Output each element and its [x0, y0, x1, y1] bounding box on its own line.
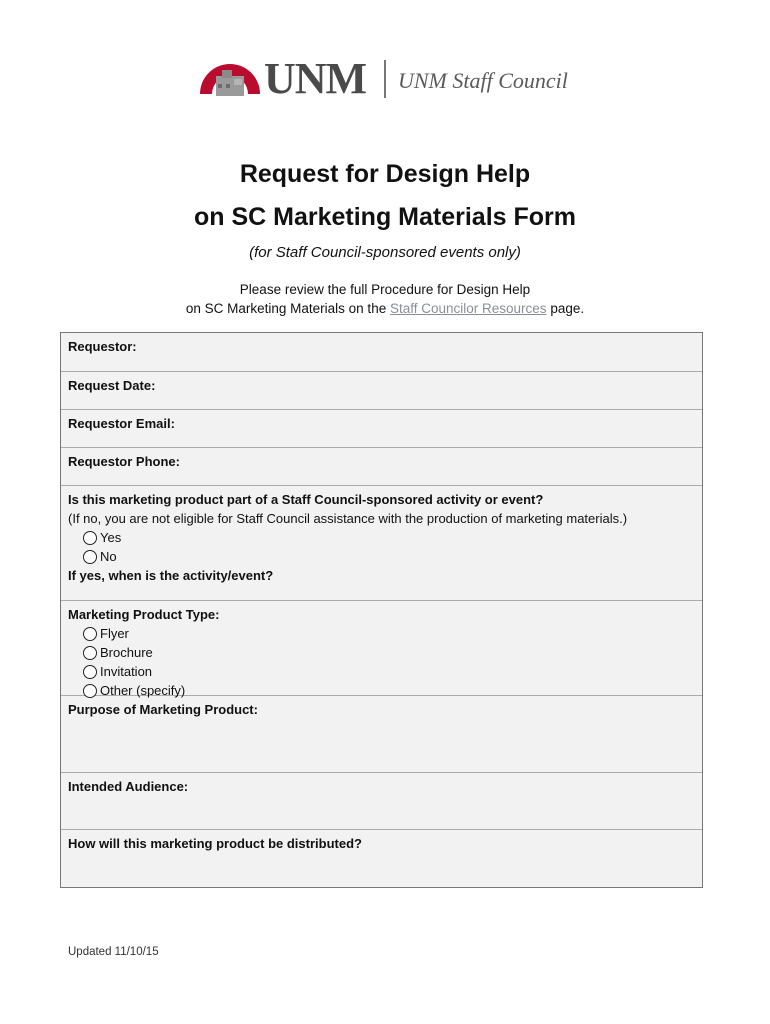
invitation-option[interactable]: [83, 662, 695, 681]
review-note-suffix: page.: [550, 301, 585, 316]
no-radio[interactable]: [83, 550, 97, 564]
flyer-radio[interactable]: [83, 627, 97, 641]
brochure-label: Brochure: [100, 645, 153, 660]
page-title-line2: on SC Marketing Materials Form: [193, 203, 577, 231]
product-type-section: [61, 601, 702, 696]
distribution-field[interactable]: [61, 830, 702, 887]
flyer-option[interactable]: [83, 624, 695, 643]
yes-option[interactable]: [83, 528, 695, 547]
sponsored-note: (If no, you are not eligible for Staff Council assistance with the production of marketing materials.): [68, 511, 628, 526]
other-radio[interactable]: [83, 684, 97, 698]
request-date-label: Request Date:: [68, 378, 156, 393]
brochure-radio[interactable]: [83, 646, 97, 660]
audience-label: Intended Audience:: [68, 779, 189, 794]
audience-field[interactable]: [61, 773, 702, 830]
invitation-radio[interactable]: [83, 665, 97, 679]
yes-radio[interactable]: [83, 531, 97, 545]
page-title-line1: Request for Design Help: [239, 160, 531, 188]
request-date-field[interactable]: [61, 372, 702, 410]
unm-wordmark: UNM: [264, 54, 367, 103]
yes-label: Yes: [100, 530, 122, 545]
requestor-field[interactable]: [61, 333, 702, 372]
distribution-label: How will this marketing product be distributed?: [68, 836, 362, 851]
when-question: If yes, when is the activity/event?: [68, 568, 274, 583]
unm-staff-council-logo: [198, 54, 578, 104]
review-note-prefix: on SC Marketing Materials on the: [185, 301, 387, 316]
updated-date: Updated 11/10/15: [68, 946, 159, 958]
request-form: [60, 332, 703, 888]
brochure-option[interactable]: [83, 643, 695, 662]
requestor-phone-label: Requestor Phone:: [68, 454, 180, 469]
other-label: Other (specify): [100, 683, 186, 698]
requestor-email-label: Requestor Email:: [68, 416, 175, 431]
logo-divider: [384, 60, 386, 98]
requestor-email-field[interactable]: [61, 410, 702, 448]
purpose-label: Purpose of Marketing Product:: [68, 702, 258, 717]
invitation-label: Invitation: [100, 664, 153, 679]
unm-building-icon: [198, 54, 262, 104]
product-type-label: Marketing Product Type:: [68, 607, 220, 622]
flyer-label: Flyer: [100, 626, 129, 641]
requestor-phone-field[interactable]: [61, 448, 702, 486]
sponsored-event-section: [61, 486, 702, 601]
review-note-line2: [0, 301, 770, 316]
page-subtitle: (for Staff Council-sponsored events only): [249, 244, 521, 261]
staff-council-wordmark: UNM Staff Council: [398, 68, 568, 93]
no-option[interactable]: [83, 547, 695, 566]
staff-councilor-resources-link[interactable]: Staff Councilor Resources: [389, 301, 547, 316]
requestor-label: Requestor:: [68, 339, 137, 354]
purpose-field[interactable]: [61, 696, 702, 773]
review-note-line1: Please review the full Procedure for Design Help: [239, 282, 531, 297]
no-label: No: [100, 549, 117, 564]
sponsored-question: Is this marketing product part of a Staff Council-sponsored activity or event?: [68, 492, 544, 507]
